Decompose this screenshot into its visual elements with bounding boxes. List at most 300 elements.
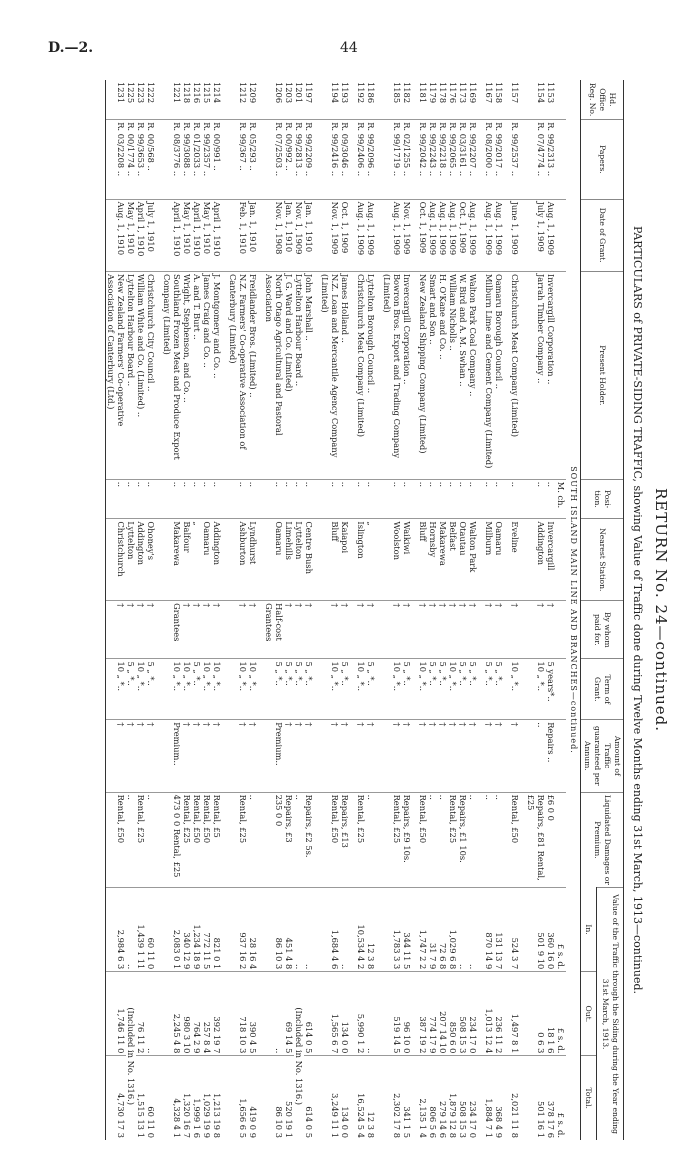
papers-cell: R. 09/3046 .. [340, 120, 350, 199]
out-cell: 96 10 0 [402, 972, 412, 1056]
out-cell: 850 6 0 [448, 972, 458, 1056]
holder-cell: William White and Co. (Limited) .. [136, 271, 146, 479]
term-cell: 10 „ *.. [510, 659, 520, 720]
position-cell: .. [382, 479, 402, 519]
guaranteed-cell: † [484, 720, 494, 792]
station-cell: Oamaru [494, 519, 504, 601]
paid-by-cell: † [366, 601, 376, 659]
in-cell: .. [340, 888, 350, 972]
papers-cell: R. 00/1774 .. [126, 120, 136, 199]
out-cell: (Included in No. 1316.) [294, 972, 304, 1140]
holder-cell: New Zealand Farmers' Co-operative Association of Canterbury (Ltd.) [106, 271, 127, 479]
table-row [448, 80, 458, 1140]
spacer-cell [376, 199, 382, 271]
reg-cell: 1216 [192, 82, 202, 104]
reg-cell: 1223 [136, 82, 146, 104]
damages-cell: 473 0 0 Rental, £25 [162, 792, 182, 888]
spacer-cell [376, 792, 382, 888]
station-cell: Addington [136, 519, 146, 601]
station-cell: Bluff [418, 519, 428, 601]
out-cell: 207 14 10 [438, 972, 448, 1056]
station-cell: Bluff [320, 519, 340, 601]
term-cell: 5 „ *.. [284, 659, 294, 720]
out-cell: 134 0 0 [340, 972, 350, 1056]
paid-by-cell: † [106, 601, 127, 659]
in-cell: 524 3 7 [510, 888, 520, 972]
spacer-row [156, 80, 162, 1140]
spacer-cell [520, 888, 526, 972]
term-cell: 10 „ *.. [228, 659, 248, 720]
position-cell: .. [294, 479, 304, 519]
total-cell: 1,029 19 9 [202, 1056, 212, 1140]
table-row [182, 80, 192, 1140]
spacer-cell [478, 720, 484, 792]
paid-by-cell: † [294, 601, 304, 659]
guaranteed-cell: Repairs .. [546, 720, 556, 792]
station-cell: „ [192, 519, 202, 601]
damages-cell: .. [294, 792, 304, 888]
date-cell: June 1, 1909 [510, 199, 520, 271]
papers-cell: R. 99/2017 .. [494, 120, 504, 199]
spacer-cell [376, 80, 382, 120]
holder-cell: Smart and Son .. [428, 271, 438, 479]
spacer-cell [258, 972, 264, 1056]
holder-cell: Freidlander Bros. (Limited) .. [248, 271, 258, 479]
in-cell: .. [304, 888, 314, 972]
term-cell: 5 years*.. [546, 659, 556, 720]
spacer-cell [350, 601, 356, 659]
papers-cell: R. 99/2406 .. [356, 120, 366, 199]
total-cell: 368 4 9 [494, 1056, 504, 1140]
table-row [212, 80, 222, 1140]
total-cell: 508 15 3 [458, 1056, 468, 1140]
papers-cell: R. 08/3776 .. [162, 120, 182, 199]
reg-cell: 1169 [468, 82, 478, 104]
paid-by-cell: † [448, 601, 458, 659]
paid-by-cell: Grantees [162, 601, 182, 659]
out-cell: 1,746 11 0 [106, 972, 127, 1056]
col-header-out: Out. [581, 972, 597, 1056]
total-cell: 1,656 6 5 [228, 1056, 248, 1140]
term-cell: 5 „ *.. [146, 659, 156, 720]
spacer-cell [222, 199, 228, 271]
spacer-cell [222, 80, 228, 120]
holder-cell: Jarrah Timber Company .. [526, 271, 546, 479]
spacer-cell [222, 1056, 228, 1140]
guaranteed-cell: † [126, 720, 136, 792]
position-cell: .. [106, 479, 127, 519]
out-cell: 614 0 5 [304, 972, 314, 1056]
table-row [510, 80, 520, 1140]
reg-cell: 1209 [248, 82, 258, 104]
spacer-cell [258, 659, 264, 720]
date-cell: May 1, 1910 [126, 199, 136, 271]
table-row [320, 80, 340, 1140]
in-cell: 131 13 7 [494, 888, 504, 972]
position-cell: .. [202, 479, 212, 519]
station-cell: Milburn [484, 519, 494, 601]
table-subtitle: PARTICULARS of PRIVATE-SIDING TRAFFIC, showing Value of Traffic done during Twelve Months ending 31st March, 1913—continued. [631, 225, 644, 995]
damages-cell: Rental, £50 [106, 792, 127, 888]
date-cell: April 1, 1910 [192, 199, 202, 271]
out-cell: 257 8 4 [202, 972, 212, 1056]
papers-cell: R. 99/367 .. [228, 120, 248, 199]
spacer-cell [258, 519, 264, 601]
position-cell: .. [228, 479, 248, 519]
holder-cell: A. and T. Burt .. [192, 271, 202, 479]
spacer-cell [258, 80, 264, 120]
reg-cell: 1225 [126, 82, 136, 104]
term-cell: 10 „ *.. [136, 659, 146, 720]
papers-cell: R. 99/2813 .. [294, 120, 304, 199]
guaranteed-cell: † [402, 720, 412, 792]
spacer-cell [520, 601, 526, 659]
col-header-in: In. [581, 888, 597, 972]
col-header-station: Nearest Station. [581, 519, 624, 601]
guaranteed-cell: † [284, 720, 294, 792]
position-cell: .. [248, 479, 258, 519]
damages-cell: Rental, £25 [228, 792, 248, 888]
col-header-paid-by: By whom paid for. [581, 601, 624, 659]
papers-cell: R. 01/2033 .. [192, 120, 202, 199]
station-cell: Walton Park [468, 519, 478, 601]
papers-cell: R. 99/3653 .. [136, 120, 146, 199]
paid-by-cell: † [228, 601, 248, 659]
damages-cell: Repairs, £1 10s. [458, 792, 468, 888]
damages-cell: Rental, £50 [418, 792, 428, 888]
reg-cell: 1182 [402, 82, 412, 104]
spacer-cell [504, 601, 510, 659]
paid-by-cell: † [428, 601, 438, 659]
station-cell: Lyndhurst [248, 519, 258, 601]
guaranteed-cell: † [458, 720, 468, 792]
paid-by-cell: † [494, 601, 504, 659]
table-row [228, 80, 248, 1140]
spacer-cell [376, 659, 382, 720]
total-cell: 234 17 0 [468, 1056, 478, 1140]
out-cell: .. [366, 972, 376, 1056]
out-cell: 234 17 0 [468, 972, 478, 1056]
table-row [162, 80, 182, 1140]
holder-cell: H. O'Kane and Co. .. [438, 271, 448, 479]
date-cell: May 1, 1910 [202, 199, 212, 271]
spacer-row [314, 80, 320, 1140]
spacer-cell [314, 720, 320, 792]
date-cell: Jan. 1, 1910 [284, 199, 294, 271]
in-cell: 2,083 0 1 [162, 888, 182, 972]
date-cell: Aug. 1, 1909 [484, 199, 494, 271]
holder-cell: Lyttelton Harbour Board .. [294, 271, 304, 479]
paid-by-cell: † [248, 601, 258, 659]
table-row [146, 80, 156, 1140]
table-body [106, 80, 581, 1140]
position-cell: .. [494, 479, 504, 519]
date-cell: Nov. 1, 1909 [402, 199, 412, 271]
total-cell: 4,730 17 3 [106, 1056, 127, 1140]
holder-cell: Christchurch Meat Company (Limited) [356, 271, 366, 479]
col-header-guaranteed: Amount of Traffic guaranteed per Annum. [581, 720, 624, 792]
date-cell: Aug. 1, 1909 [546, 199, 556, 271]
guaranteed-cell: † [304, 720, 314, 792]
in-cell: 772 11 5 [202, 888, 212, 972]
date-cell: Aug. 1, 1909 [366, 199, 376, 271]
col-header-date: Date of Grant. [581, 199, 624, 271]
table-row [304, 80, 314, 1140]
spacer-cell [156, 120, 162, 199]
reg-cell: 1154 [536, 82, 546, 104]
position-cell: .. [284, 479, 294, 519]
total-cell: 520 19 1 [284, 1056, 294, 1140]
out-cell: 236 11 2 [494, 972, 504, 1056]
paid-by-cell: † [192, 601, 202, 659]
date-cell: Oct. 1, 1909 [418, 199, 428, 271]
total-cell: 378 17 6 [546, 1056, 556, 1140]
holder-cell: J. Montgomery and Co. .. [212, 271, 222, 479]
section-row [566, 80, 581, 1140]
paid-by-cell: † [146, 601, 156, 659]
station-cell: Oamaru [264, 519, 284, 601]
station-cell: Limehills [284, 519, 294, 601]
guaranteed-cell: † [510, 720, 520, 792]
spacer-cell [222, 519, 228, 601]
guaranteed-cell: † [136, 720, 146, 792]
damages-cell: £6 0 0 [546, 792, 556, 888]
guaranteed-cell: † [106, 720, 127, 792]
spacer-cell [222, 601, 228, 659]
guaranteed-cell: † [468, 720, 478, 792]
station-cell: „ [366, 519, 376, 601]
col-header-value-group: Value of the Traffic through the Siding during the Year ending 31st March, 1913. [596, 888, 623, 1140]
spacer-cell [520, 271, 526, 479]
guaranteed-cell: Premium.. [162, 720, 182, 792]
spacer-cell [314, 888, 320, 972]
term-cell: 10 „ *.. [356, 659, 366, 720]
damages-cell: Rental, £50 [510, 792, 520, 888]
paid-by-cell: † [136, 601, 146, 659]
units-position: M. ch. [556, 479, 566, 519]
page-number: 44 [340, 40, 358, 56]
spacer-cell [520, 479, 526, 519]
total-cell: 4,328 4 1 [162, 1056, 182, 1140]
out-cell: 392 19 7 [212, 972, 222, 1056]
spacer-cell [222, 792, 228, 888]
total-cell: 2,021 11 8 [510, 1056, 520, 1140]
term-cell: 10 „ *.. [526, 659, 546, 720]
holder-cell: Oamaru Borough Council .. [494, 271, 504, 479]
guaranteed-cell: Premium.. [264, 720, 284, 792]
paid-by-cell: † [182, 601, 192, 659]
station-cell: Invercargill [546, 519, 556, 601]
date-cell: Oct. 1, 1909 [458, 199, 468, 271]
table-row [526, 80, 546, 1140]
spacer-cell [314, 972, 320, 1056]
table-row [248, 80, 258, 1140]
spacer-cell [258, 479, 264, 519]
spacer-cell [520, 199, 526, 271]
in-cell: 360 16 0 [546, 888, 556, 972]
date-cell: April 1, 1910 [162, 199, 182, 271]
in-cell: .. [294, 888, 304, 972]
spacer-cell [376, 120, 382, 199]
spacer-cell [258, 792, 264, 888]
spacer-cell [258, 720, 264, 792]
station-cell: Waikiwi [402, 519, 412, 601]
reg-cell: 1201 [294, 82, 304, 104]
total-cell: 12 3 8 [366, 1056, 376, 1140]
date-cell: May 1, 1910 [182, 199, 192, 271]
papers-cell: R. 99/2042 .. [418, 120, 428, 199]
rotated-table-page [72, 80, 672, 1140]
in-cell: 870 14 9 [484, 888, 494, 972]
guaranteed-cell: † [192, 720, 202, 792]
spacer-cell [504, 720, 510, 792]
guaranteed-cell: † [320, 720, 340, 792]
position-cell: .. [182, 479, 192, 519]
spacer-cell [314, 601, 320, 659]
in-cell: 501 9 10 [526, 888, 546, 972]
holder-cell: John Marshall .. [304, 271, 314, 479]
total-cell: 419 0 9 [248, 1056, 258, 1140]
reg-cell: 1192 [356, 82, 366, 104]
position-cell: .. [264, 479, 284, 519]
term-cell: 10 „ *.. [182, 659, 192, 720]
term-cell: 5 „ *.. [126, 659, 136, 720]
position-cell: .. [366, 479, 376, 519]
table-row [484, 80, 494, 1140]
total-cell: 341 1 5 [402, 1056, 412, 1140]
date-cell: July 1, 1910 [146, 199, 156, 271]
in-cell: 31 7 9 [428, 888, 438, 972]
position-cell: .. [162, 479, 182, 519]
spacer-cell [376, 1056, 382, 1140]
term-cell: 10 „ *.. [418, 659, 428, 720]
holder-cell: Walton Park Coal Company .. [468, 271, 478, 479]
holder-cell: New Zealand Shipping Company (Limited) [418, 271, 428, 479]
station-cell: Addington [212, 519, 222, 601]
station-cell: Otautau [458, 519, 468, 601]
position-cell: .. [402, 479, 412, 519]
damages-cell: .. [438, 792, 448, 888]
damages-cell: Rental, £25 [136, 792, 146, 888]
in-cell: 821 0 1 [212, 888, 222, 972]
term-cell: 10 „ *.. [320, 659, 340, 720]
spacer-cell [156, 792, 162, 888]
out-cell: (Included in No. 1316.) [126, 972, 136, 1140]
private-siding-table [105, 80, 624, 1140]
damages-cell: Rental, £50 [192, 792, 202, 888]
total-cell: 501 16 1 [526, 1056, 546, 1140]
table-row [126, 80, 136, 1140]
spacer-cell [520, 519, 526, 601]
reg-cell: 1194 [330, 82, 340, 104]
spacer-cell [222, 972, 228, 1056]
table-row [418, 80, 428, 1140]
out-cell: 5,990 1 2 [356, 972, 366, 1056]
holder-cell: North Otago Agricultural and Pastoral Association [264, 271, 284, 479]
reg-cell: 1221 [172, 82, 182, 104]
table-row [382, 80, 402, 1140]
position-cell: .. [510, 479, 520, 519]
col-header-reg: Hd. Office Reg. No. [581, 80, 624, 120]
station-cell: Lyttelton [126, 519, 136, 601]
out-cell: 718 10 3 [228, 972, 248, 1056]
station-cell: Islington [356, 519, 366, 601]
date-cell: Aug. 1, 1910 [106, 199, 127, 271]
in-cell: 72 6 8 [438, 888, 448, 972]
total-cell: 86 10 3 [264, 1056, 284, 1140]
spacer-cell [222, 120, 228, 199]
damages-cell: Rental, £5 [212, 792, 222, 888]
spacer-cell [314, 1056, 320, 1140]
damages-cell: Repairs, £2 5s. [304, 792, 314, 888]
holder-cell: N.Z. Loan and Mercantile Agency Company (Limited) [320, 271, 340, 479]
reg-cell: 1178 [438, 82, 448, 104]
spacer-row [222, 80, 228, 1140]
in-cell: .. [126, 888, 136, 972]
guaranteed-cell: † [228, 720, 248, 792]
paid-by-cell: † [468, 601, 478, 659]
papers-cell: R. 99/2243 .. [428, 120, 438, 199]
out-cell: .. [146, 972, 156, 1056]
date-cell: Jan. 1, 1910 [304, 199, 314, 271]
spacer-cell [520, 972, 526, 1056]
papers-cell: R. 03/3161 .. [458, 120, 468, 199]
spacer-cell [222, 720, 228, 792]
holder-cell: James Holland .. [340, 271, 350, 479]
papers-cell: R. 99/2313 .. [546, 120, 556, 199]
out-cell: 508 15 3 [458, 972, 468, 1056]
out-cell: 774 17 9 [428, 972, 438, 1056]
station-cell: Balfour [182, 519, 192, 601]
papers-cell: R. 08/2000 .. [484, 120, 494, 199]
guaranteed-cell: † [202, 720, 212, 792]
total-cell: 2,302 17 8 [382, 1056, 402, 1140]
position-cell: .. [340, 479, 350, 519]
position-cell: .. [468, 479, 478, 519]
damages-cell: .. [428, 792, 438, 888]
term-cell: 5 „ *.. [468, 659, 478, 720]
units-out: £ s. d. [556, 972, 566, 1056]
table-row [264, 80, 284, 1140]
position-cell: .. [192, 479, 202, 519]
guaranteed-cell: † [356, 720, 366, 792]
spacer-cell [520, 659, 526, 720]
station-cell: Belfast [448, 519, 458, 601]
guaranteed-cell: † [248, 720, 258, 792]
spacer-row [520, 80, 526, 1140]
damages-cell: Rental, £25 [382, 792, 402, 888]
damages-cell: Rental, £50 [202, 792, 212, 888]
station-cell: Hornsby [428, 519, 438, 601]
guaranteed-cell: † [494, 720, 504, 792]
station-cell: Centre Bush [304, 519, 314, 601]
papers-cell: R. 00/992 .. [284, 120, 294, 199]
spacer-cell [258, 1056, 264, 1140]
spacer-cell [156, 519, 162, 601]
spacer-row [376, 80, 382, 1140]
total-cell: 1,884 7 1 [484, 1056, 494, 1140]
papers-cell: R. 00/568 .. [146, 120, 156, 199]
date-cell: Aug. 1, 1909 [356, 199, 366, 271]
papers-cell: R. 99/3088 .. [182, 120, 192, 199]
spacer-cell [156, 888, 162, 972]
spacer-cell [376, 601, 382, 659]
station-cell: Christchurch [106, 519, 127, 601]
position-cell: .. [136, 479, 146, 519]
spacer-cell [222, 659, 228, 720]
station-cell: Kaiapoi [340, 519, 350, 601]
guaranteed-cell: † [212, 720, 222, 792]
